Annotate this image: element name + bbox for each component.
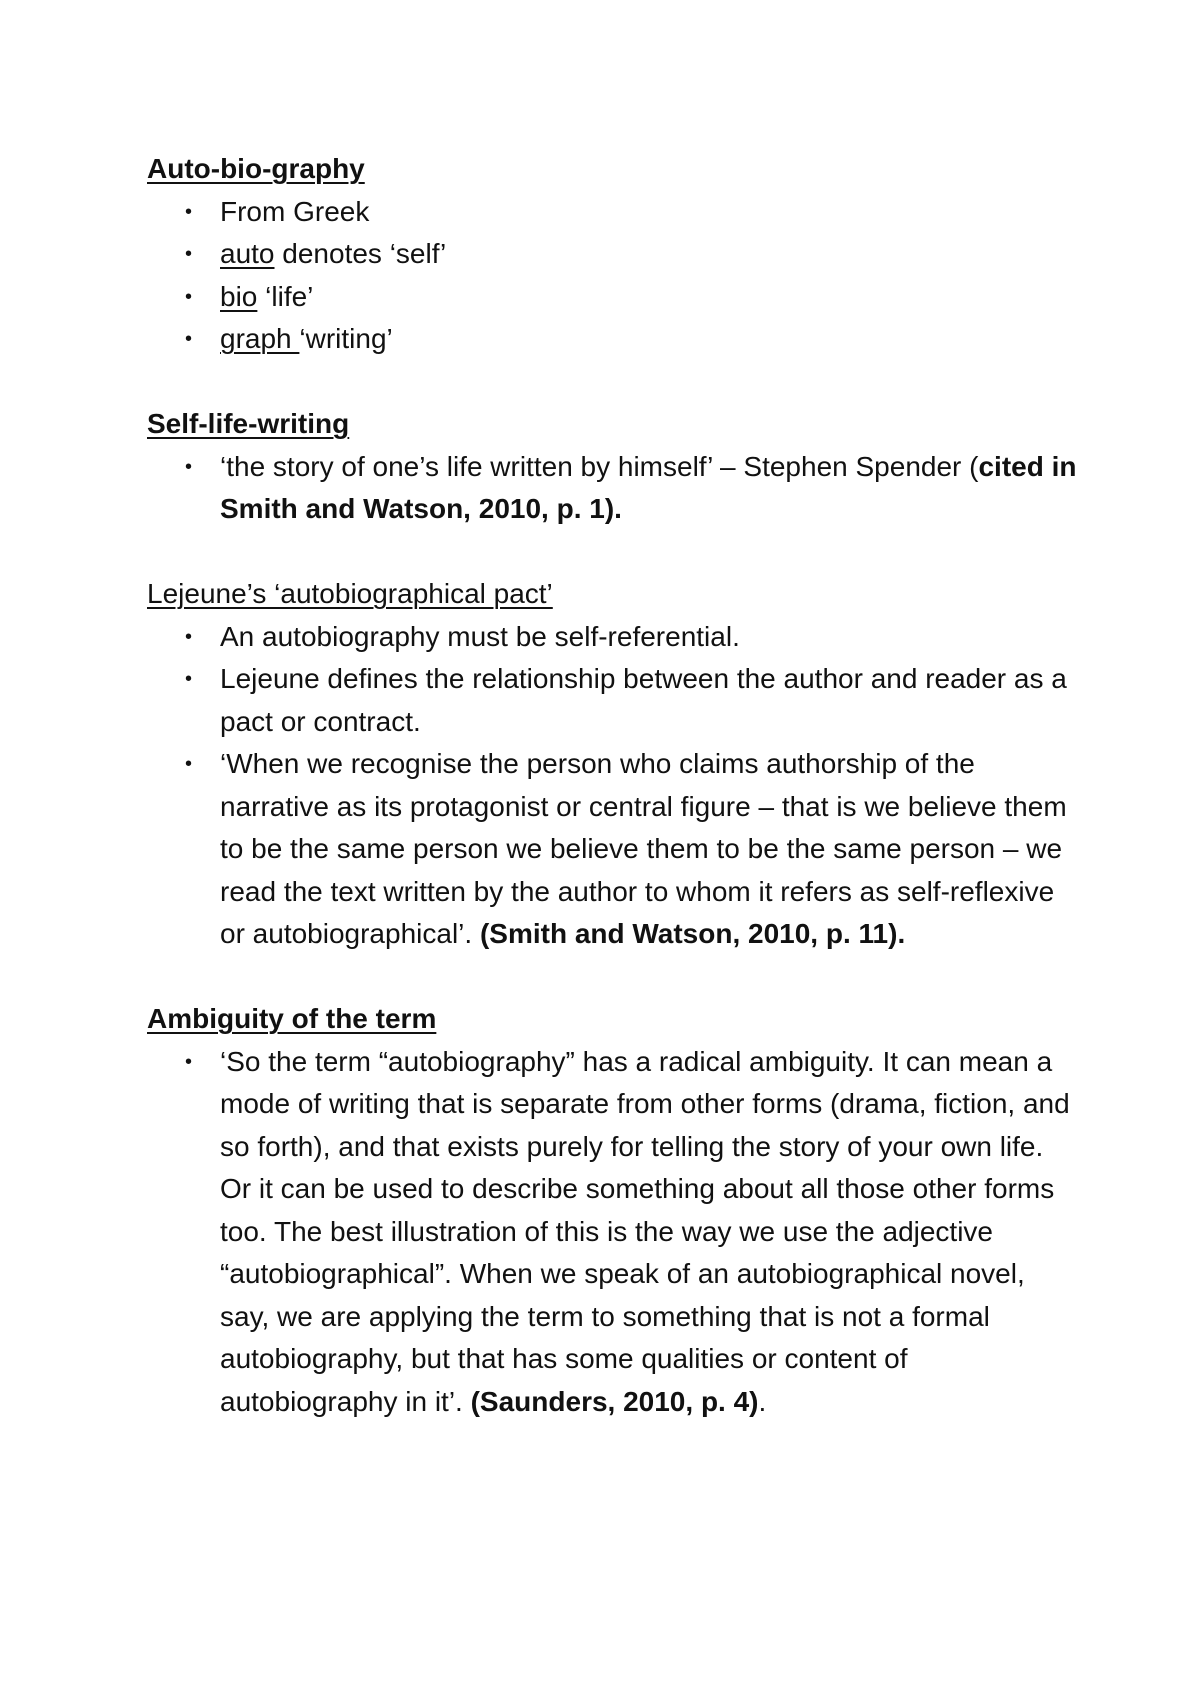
- list-item: [147, 616, 1077, 659]
- item-text: ‘the story of one’s life written by himself’ – Stephen Spender (: [220, 450, 979, 482]
- bullet-icon: •: [185, 753, 193, 775]
- bullet-icon: •: [185, 243, 193, 265]
- citation: (Saunders, 2010, p. 4): [470, 1385, 759, 1417]
- bullet-list: [147, 616, 1077, 956]
- bullet-list: [147, 446, 1077, 531]
- list-item: [147, 743, 1077, 956]
- bullet-list: [147, 191, 1077, 361]
- bullet-icon: •: [185, 200, 193, 223]
- bullet-icon: •: [185, 668, 193, 690]
- list-item: [147, 233, 1077, 276]
- term-auto: auto: [220, 238, 275, 269]
- bullet-icon: •: [185, 1050, 193, 1073]
- item-text: An autobiography must be self-referential.: [220, 620, 740, 652]
- item-text-tail: .: [758, 1385, 767, 1417]
- item-text: ‘writing’: [299, 323, 393, 354]
- item-text: ‘life’: [257, 280, 314, 312]
- section-self-life-writing: [147, 403, 1077, 531]
- citation: cited in Smith and Watson, 2010, p. 1).: [220, 450, 1077, 524]
- item-text: denotes ‘self’: [274, 238, 447, 269]
- list-item: [147, 276, 1077, 319]
- bullet-icon: •: [185, 328, 193, 350]
- document-body: [147, 148, 1077, 1423]
- section-ambiguity: [147, 998, 1077, 1423]
- section-heading: Ambiguity of the term: [147, 1003, 437, 1034]
- list-item: [147, 446, 1077, 531]
- section-autobiographical-pact: [147, 573, 1077, 956]
- list-item: [147, 318, 1077, 361]
- item-text: From Greek: [220, 195, 370, 227]
- item-text: Lejeune defines the relationship between the author and reader as a pact or contract.: [220, 663, 1067, 737]
- list-item: [147, 1041, 1077, 1424]
- list-item: [147, 658, 1077, 743]
- section-heading: Self-life-writing: [147, 408, 350, 439]
- item-text: ‘So the term “autobiography” has a radical ambiguity. It can mean a mode of writing that is separate from other forms (drama, fiction, and so forth), and that exists purely for telling the story of your own life. Or it can be used to describe something about all those other forms too. The best illustration of this is the way we use the adjective “autobiographical”. When we speak of an autobiographical novel, say, we are applying the term to something that is not a formal autobiography, but that has some qualities or content of autobiography in it’.: [220, 1045, 1070, 1417]
- section-heading: Auto-bio-graphy: [147, 153, 365, 184]
- section-auto-bio-graphy: [147, 148, 1077, 361]
- citation: (Smith and Watson, 2010, p. 11).: [479, 918, 906, 949]
- list-item: [147, 191, 1077, 234]
- item-text: ‘When we recognise the person who claims authorship of the narrative as its protagonist or central figure – that is we believe them to be the same person we believe them to be the same person – we read the text written by the author to whom it refers as self-reflexive or autobiographical’.: [220, 748, 1067, 949]
- term-graph: graph: [220, 323, 300, 354]
- bullet-list: [147, 1041, 1077, 1424]
- term-bio: bio: [220, 280, 258, 312]
- bullet-icon: •: [185, 455, 193, 478]
- section-heading: Lejeune’s ‘autobiographical pact’: [147, 578, 553, 609]
- bullet-icon: •: [185, 285, 193, 308]
- bullet-icon: •: [185, 625, 193, 648]
